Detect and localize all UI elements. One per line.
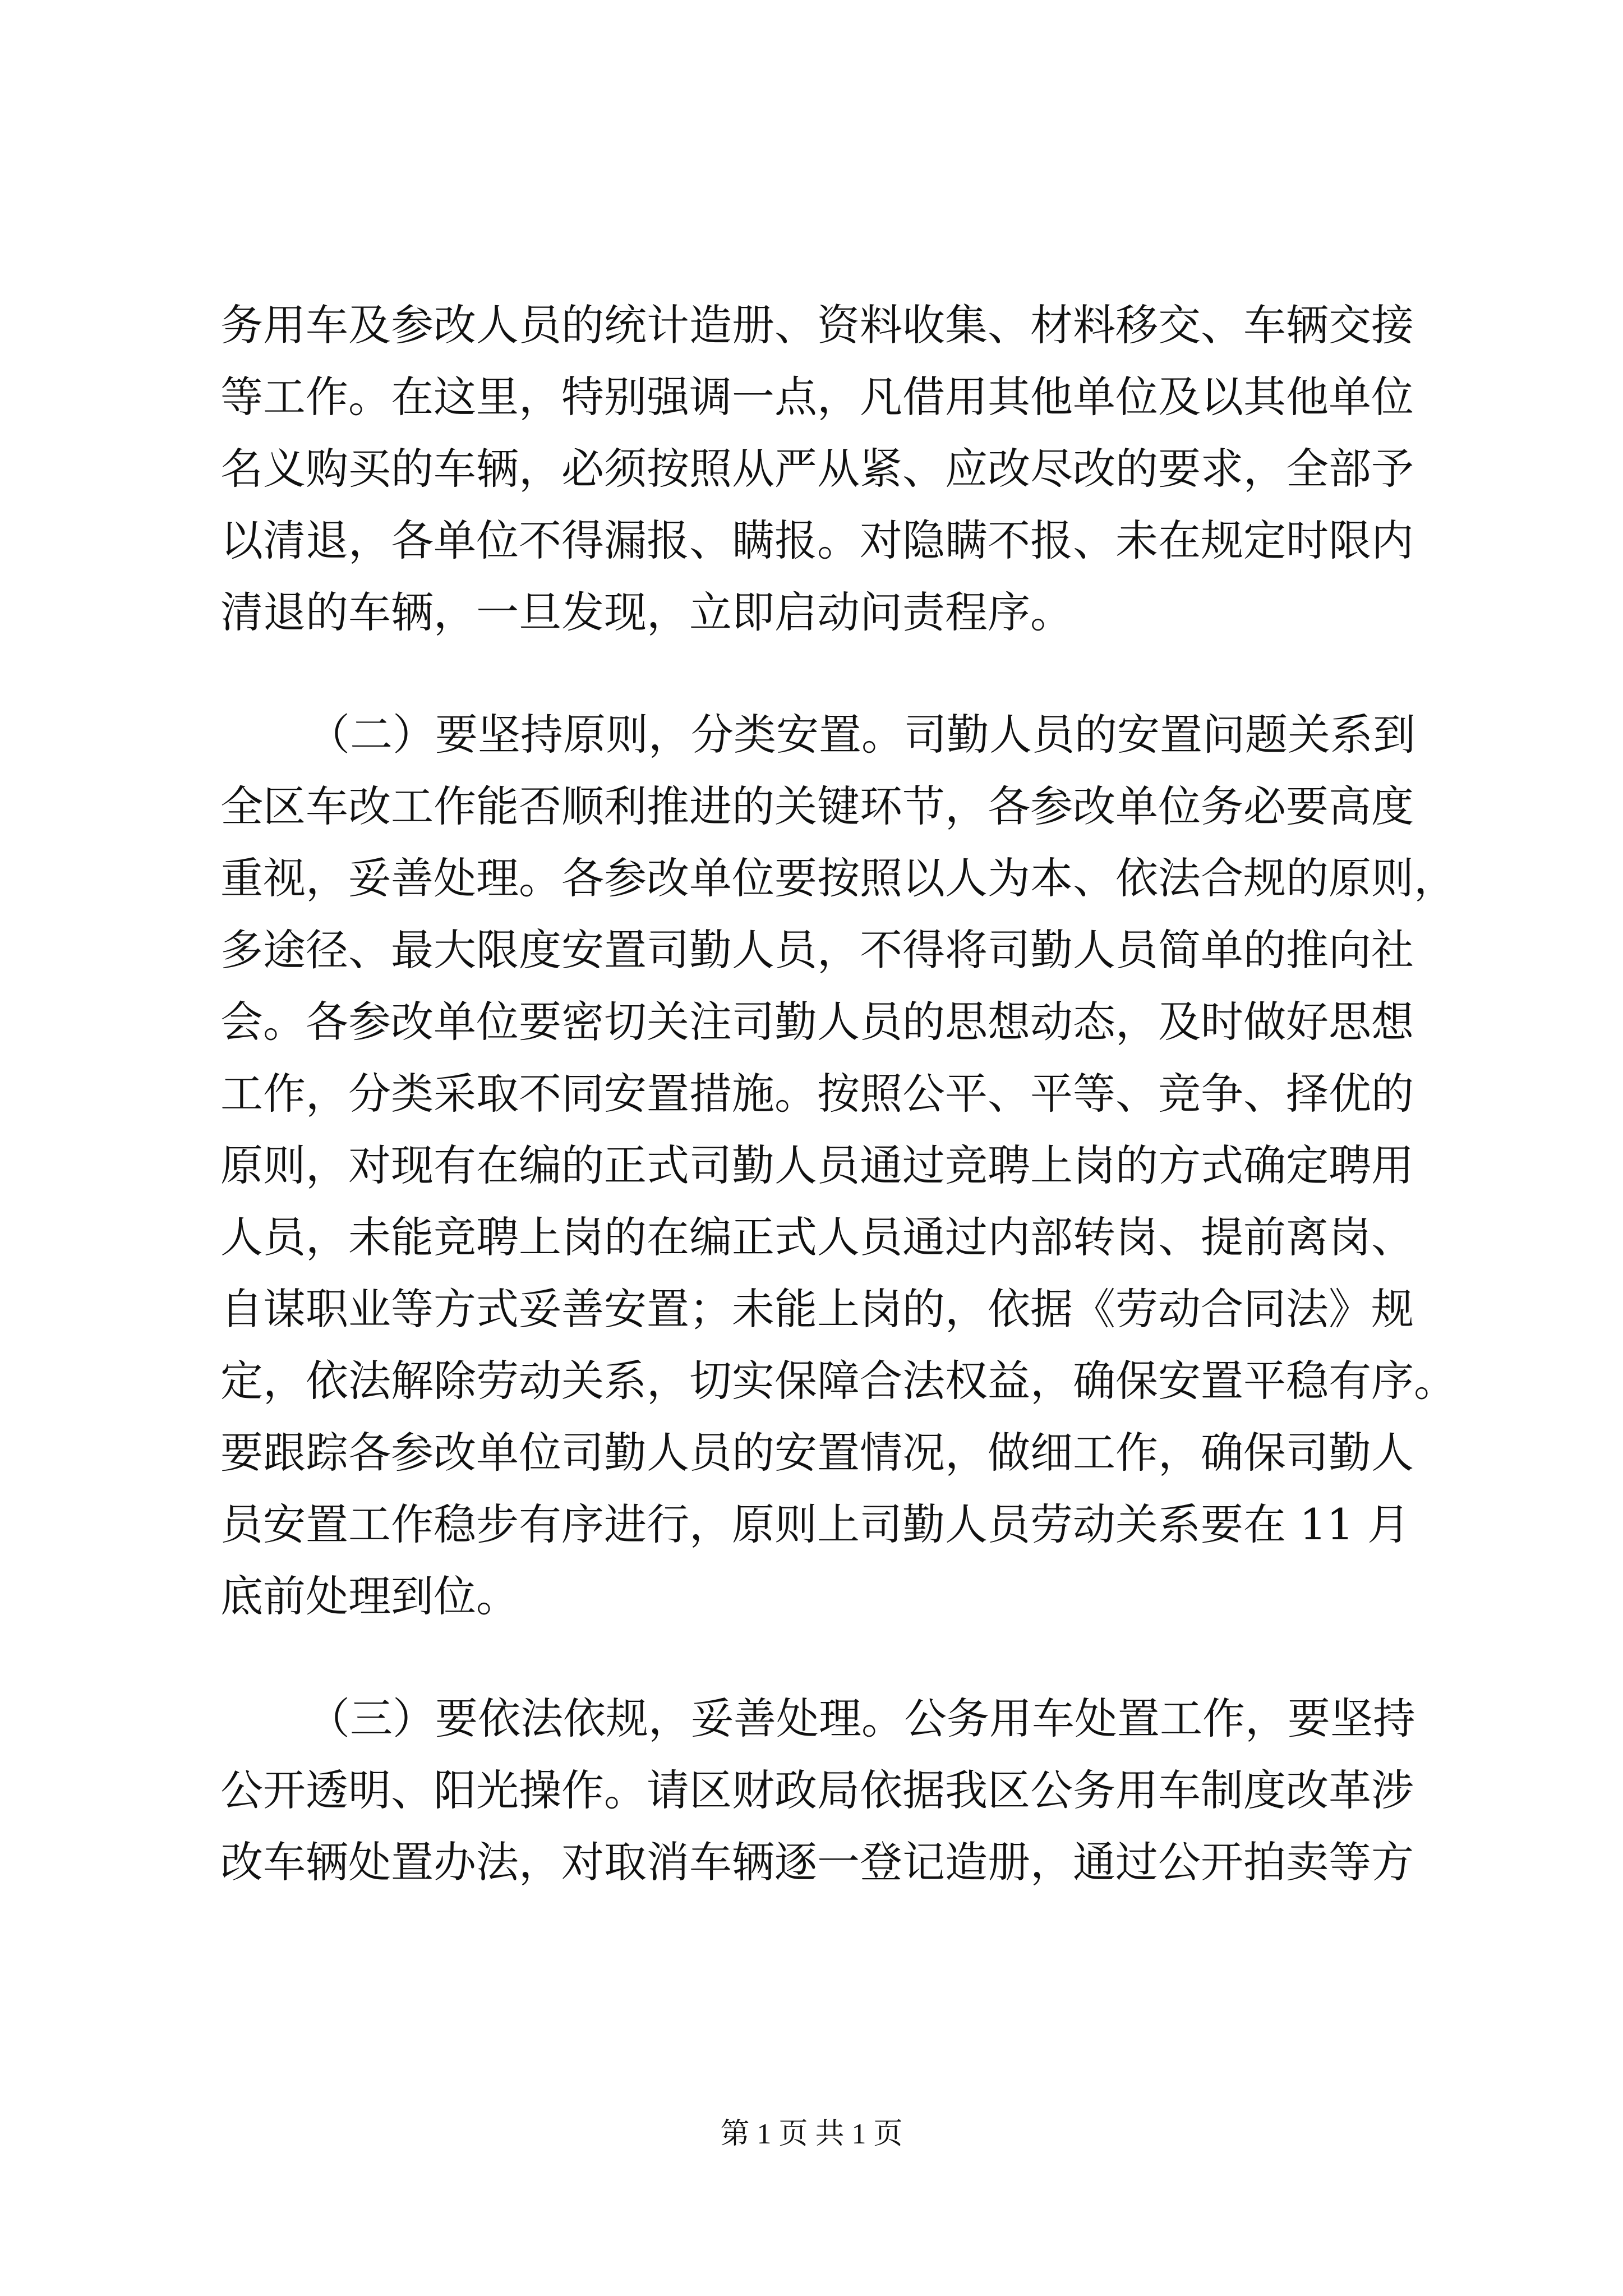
- text-line: 员安置工作稳步有序进行，原则上司勤人员劳动关系要在 11 月: [220, 1499, 1410, 1549]
- text-line: 多途径、最大限度安置司勤人员，不得将司勤人员简单的推向社: [220, 925, 1414, 975]
- page-footer: [0, 2112, 1623, 2157]
- text-line: 定，依法解除劳动关系，切实保障合法权益，确保安置平稳有序。: [220, 1356, 1456, 1406]
- text-line: 清退的车辆，一旦发现，立即启动问责程序。: [220, 587, 1073, 637]
- paragraph-heading-line: （二）要坚持原则，分类安置。司勤人员的安置问题关系到: [307, 710, 1415, 760]
- text-line: 重视，妥善处理。各参改单位要按照以人为本、依法合规的原则，: [220, 853, 1456, 903]
- text-line: 底前处理到位。: [220, 1571, 519, 1621]
- text-line: 人员，未能竞聘上岗的在编正式人员通过内部转岗、提前离岗、: [220, 1212, 1414, 1262]
- text-line: 自谋职业等方式妥善安置；未能上岗的，依据《劳动合同法》规: [220, 1284, 1414, 1334]
- text-line: 会。各参改单位要密切关注司勤人员的思想动态，及时做好思想: [220, 997, 1414, 1047]
- text-line: 等工作。在这里，特别强调一点，凡借用其他单位及以其他单位: [220, 372, 1414, 422]
- text-line: 务用车及参改人员的统计造册、资料收集、材料移交、车辆交接: [220, 300, 1414, 350]
- text-line: 公开透明、阳光操作。请区财政局依据我区公务用车制度改革涉: [220, 1765, 1414, 1815]
- page-number-label: 第 1 页 共 1 页: [720, 2118, 903, 2150]
- text-line: 全区车改工作能否顺利推进的关键环节，各参改单位务必要高度: [220, 781, 1414, 831]
- text-line: 工作，分类采取不同安置措施。按照公平、平等、竞争、择优的: [220, 1069, 1414, 1119]
- text-line: 名义购买的车辆，必须按照从严从紧、应改尽改的要求，全部予: [220, 444, 1414, 494]
- text-line: 改车辆处置办法，对取消车辆逐一登记造册，通过公开拍卖等方: [220, 1837, 1414, 1887]
- paragraph-heading-line: （三）要依法依规，妥善处理。公务用车处置工作，要坚持: [307, 1694, 1415, 1743]
- text-line: 要跟踪各参改单位司勤人员的安置情况，做细工作，确保司勤人: [220, 1428, 1414, 1478]
- text-line: 原则，对现有在编的正式司勤人员通过竞聘上岗的方式确定聘用: [220, 1140, 1414, 1190]
- text-line: 以清退，各单位不得漏报、瞒报。对隐瞒不报、未在规定时限内: [220, 516, 1414, 565]
